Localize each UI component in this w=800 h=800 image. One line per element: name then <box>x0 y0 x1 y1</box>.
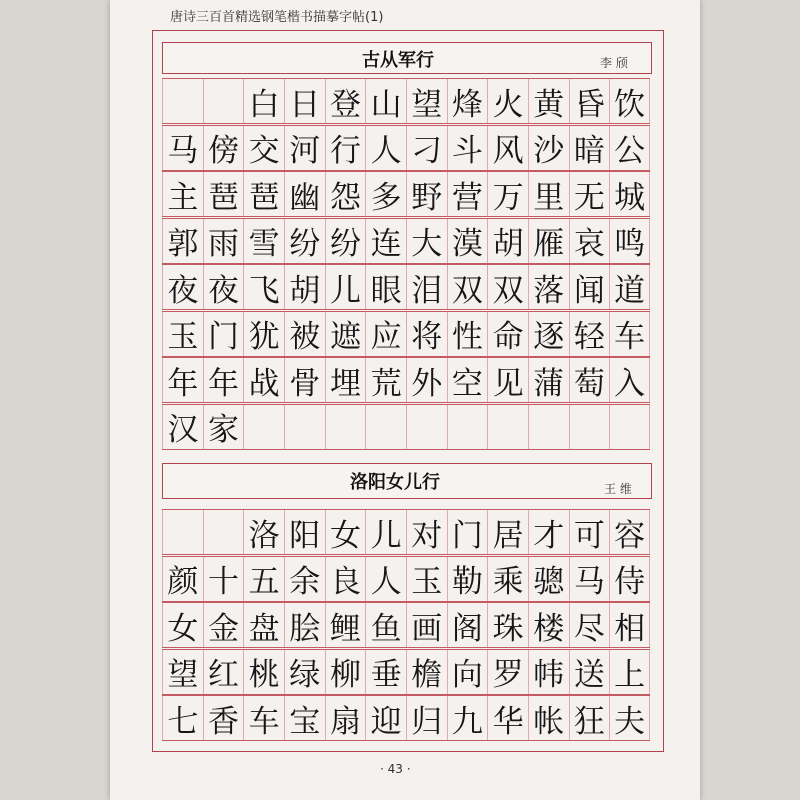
character-cell <box>203 79 244 123</box>
character-cell: 向 <box>447 650 488 694</box>
character-cell: 哀 <box>569 219 610 263</box>
character-cell: 郭 <box>162 219 203 263</box>
character-cell: 里 <box>528 172 569 216</box>
character-cell: 勒 <box>447 557 488 601</box>
character-cell: 双 <box>447 265 488 309</box>
character-cell: 九 <box>447 696 488 740</box>
character-cell: 夜 <box>203 265 244 309</box>
character-cell: 对 <box>406 510 447 554</box>
character-cell <box>528 405 569 449</box>
character-cell: 尽 <box>569 603 610 647</box>
character-cell <box>447 405 488 449</box>
character-cell: 登 <box>325 79 366 123</box>
poem-title-1: 古从军行 <box>362 50 434 71</box>
character-cell: 入 <box>609 358 650 402</box>
character-cell: 狂 <box>569 696 610 740</box>
character-cell: 遮 <box>325 312 366 356</box>
poem-author-2: 王 维 <box>604 482 632 496</box>
grid-row <box>162 357 650 403</box>
character-cell: 眼 <box>365 265 406 309</box>
character-cell: 帐 <box>528 696 569 740</box>
character-cell: 逐 <box>528 312 569 356</box>
grid-row <box>162 311 650 357</box>
character-cell: 蒲 <box>528 358 569 402</box>
character-cell <box>487 405 528 449</box>
character-cell: 余 <box>284 557 325 601</box>
character-cell: 马 <box>162 126 203 170</box>
grid-row <box>162 602 650 648</box>
character-cell: 山 <box>365 79 406 123</box>
character-cell: 火 <box>487 79 528 123</box>
character-cell: 雨 <box>203 219 244 263</box>
character-cell: 无 <box>569 172 610 216</box>
character-cell: 烽 <box>447 79 488 123</box>
character-cell: 雁 <box>528 219 569 263</box>
character-cell: 泪 <box>406 265 447 309</box>
running-header: 唐诗三百首精选钢笔楷书描摹字帖(1) <box>170 10 384 25</box>
character-cell: 沙 <box>528 126 569 170</box>
poem-author-1: 李 颀 <box>600 56 628 70</box>
character-cell: 扇 <box>325 696 366 740</box>
character-cell: 女 <box>162 603 203 647</box>
character-cell: 鱼 <box>365 603 406 647</box>
character-cell: 饮 <box>609 79 650 123</box>
character-cell: 门 <box>447 510 488 554</box>
character-cell: 阁 <box>447 603 488 647</box>
character-cell: 犹 <box>243 312 284 356</box>
character-cell <box>325 405 366 449</box>
character-cell: 金 <box>203 603 244 647</box>
character-cell: 容 <box>609 510 650 554</box>
character-cell: 风 <box>487 126 528 170</box>
character-cell: 绿 <box>284 650 325 694</box>
character-cell: 城 <box>609 172 650 216</box>
character-cell: 鸣 <box>609 219 650 263</box>
character-cell: 七 <box>162 696 203 740</box>
character-cell: 门 <box>203 312 244 356</box>
character-cell: 夫 <box>609 696 650 740</box>
character-cell: 画 <box>406 603 447 647</box>
page-number: · 43 · <box>380 762 411 776</box>
character-cell: 年 <box>203 358 244 402</box>
character-cell: 埋 <box>325 358 366 402</box>
character-cell: 主 <box>162 172 203 216</box>
character-cell: 迎 <box>365 696 406 740</box>
character-cell: 多 <box>365 172 406 216</box>
character-cell: 华 <box>487 696 528 740</box>
character-cell: 望 <box>162 650 203 694</box>
character-cell: 暗 <box>569 126 610 170</box>
character-cell: 马 <box>569 557 610 601</box>
character-cell: 汉 <box>162 405 203 449</box>
character-cell <box>365 405 406 449</box>
character-cell: 家 <box>203 405 244 449</box>
character-cell: 行 <box>325 126 366 170</box>
character-cell: 将 <box>406 312 447 356</box>
character-cell: 连 <box>365 219 406 263</box>
grid-row <box>162 404 650 450</box>
character-cell: 儿 <box>365 510 406 554</box>
character-cell <box>609 405 650 449</box>
character-cell <box>203 510 244 554</box>
character-cell: 斗 <box>447 126 488 170</box>
character-cell: 五 <box>243 557 284 601</box>
character-cell: 香 <box>203 696 244 740</box>
character-cell <box>243 405 284 449</box>
character-cell: 才 <box>528 510 569 554</box>
character-cell: 闻 <box>569 265 610 309</box>
character-cell: 荒 <box>365 358 406 402</box>
character-cell: 琶 <box>243 172 284 216</box>
character-cell: 女 <box>325 510 366 554</box>
character-cell: 双 <box>487 265 528 309</box>
character-cell: 红 <box>203 650 244 694</box>
character-cell: 万 <box>487 172 528 216</box>
character-cell: 雪 <box>243 219 284 263</box>
character-cell: 日 <box>284 79 325 123</box>
character-cell: 桃 <box>243 650 284 694</box>
character-cell: 见 <box>487 358 528 402</box>
character-cell: 萄 <box>569 358 610 402</box>
character-cell: 望 <box>406 79 447 123</box>
character-cell: 轻 <box>569 312 610 356</box>
grid-row <box>162 509 650 555</box>
character-cell: 人 <box>365 557 406 601</box>
character-cell: 大 <box>406 219 447 263</box>
character-cell: 乘 <box>487 557 528 601</box>
character-cell <box>284 405 325 449</box>
character-cell: 道 <box>609 265 650 309</box>
character-cell: 洛 <box>243 510 284 554</box>
character-cell: 昏 <box>569 79 610 123</box>
character-cell: 帏 <box>528 650 569 694</box>
character-cell: 夜 <box>162 265 203 309</box>
character-cell: 珠 <box>487 603 528 647</box>
character-cell: 人 <box>365 126 406 170</box>
character-cell: 归 <box>406 696 447 740</box>
character-cell: 上 <box>609 650 650 694</box>
character-cell: 良 <box>325 557 366 601</box>
character-cell: 玉 <box>162 312 203 356</box>
character-cell: 被 <box>284 312 325 356</box>
character-cell: 公 <box>609 126 650 170</box>
character-cell: 阳 <box>284 510 325 554</box>
character-cell: 胡 <box>284 265 325 309</box>
character-cell: 侍 <box>609 557 650 601</box>
character-cell: 漠 <box>447 219 488 263</box>
character-cell: 命 <box>487 312 528 356</box>
character-cell: 盘 <box>243 603 284 647</box>
character-cell: 白 <box>243 79 284 123</box>
character-cell: 车 <box>609 312 650 356</box>
character-cell <box>406 405 447 449</box>
grid-row <box>162 556 650 602</box>
character-cell: 怨 <box>325 172 366 216</box>
character-cell: 幽 <box>284 172 325 216</box>
character-cell: 年 <box>162 358 203 402</box>
character-cell: 黄 <box>528 79 569 123</box>
character-cell <box>162 510 203 554</box>
grid-row <box>162 171 650 217</box>
character-cell: 琶 <box>203 172 244 216</box>
character-cell: 垂 <box>365 650 406 694</box>
character-cell: 骢 <box>528 557 569 601</box>
character-cell: 相 <box>609 603 650 647</box>
character-cell: 楼 <box>528 603 569 647</box>
character-cell: 罗 <box>487 650 528 694</box>
character-cell: 性 <box>447 312 488 356</box>
grid-row <box>162 649 650 695</box>
grid-row <box>162 218 650 264</box>
character-cell: 落 <box>528 265 569 309</box>
character-cell: 纷 <box>325 219 366 263</box>
character-cell: 飞 <box>243 265 284 309</box>
character-cell: 儿 <box>325 265 366 309</box>
character-cell: 野 <box>406 172 447 216</box>
character-cell: 鲤 <box>325 603 366 647</box>
character-cell: 营 <box>447 172 488 216</box>
character-cell: 玉 <box>406 557 447 601</box>
character-cell: 可 <box>569 510 610 554</box>
character-cell: 胡 <box>487 219 528 263</box>
character-cell: 颜 <box>162 557 203 601</box>
character-cell: 战 <box>243 358 284 402</box>
character-cell: 骨 <box>284 358 325 402</box>
character-cell: 河 <box>284 126 325 170</box>
poem-title-2: 洛阳女儿行 <box>350 472 440 493</box>
character-cell: 空 <box>447 358 488 402</box>
character-cell: 送 <box>569 650 610 694</box>
character-cell: 十 <box>203 557 244 601</box>
character-cell: 檐 <box>406 650 447 694</box>
grid-row <box>162 695 650 741</box>
character-cell: 宝 <box>284 696 325 740</box>
character-cell: 傍 <box>203 126 244 170</box>
character-cell: 应 <box>365 312 406 356</box>
grid-row <box>162 125 650 171</box>
character-cell: 车 <box>243 696 284 740</box>
character-cell: 外 <box>406 358 447 402</box>
character-cell <box>569 405 610 449</box>
character-cell: 脍 <box>284 603 325 647</box>
character-cell: 柳 <box>325 650 366 694</box>
character-cell: 刁 <box>406 126 447 170</box>
grid-row <box>162 78 650 124</box>
grid-row <box>162 264 650 310</box>
character-cell: 纷 <box>284 219 325 263</box>
character-cell: 交 <box>243 126 284 170</box>
character-cell <box>162 79 203 123</box>
character-cell: 居 <box>487 510 528 554</box>
